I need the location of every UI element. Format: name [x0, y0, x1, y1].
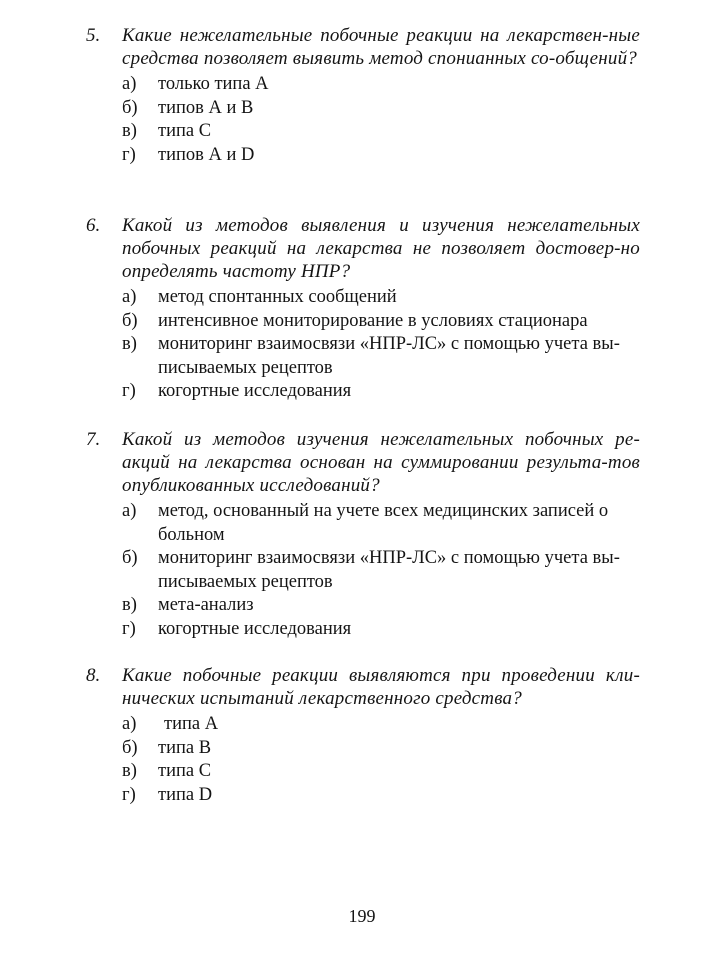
answer-option-b: [86, 737, 640, 761]
answer-option-b: [86, 547, 640, 594]
question-text: Какой из методов выявления и изучения нежелательных побочных реакций на лекарства не позволяет достовер-но определять частоту НПР?: [122, 215, 640, 282]
answer-option-a: [86, 73, 640, 97]
answer-option-a: [86, 500, 640, 547]
option-text: типа В: [158, 737, 212, 758]
option-text: типа А: [164, 714, 219, 734]
option-letter: б): [122, 548, 138, 568]
option-letter: в): [122, 595, 137, 615]
answer-option-a: [86, 286, 640, 310]
option-letter: а): [122, 501, 137, 521]
option-letter: г): [122, 784, 136, 805]
question-text: Какие побочные реакции выявляются при проведении кли-нических испытаний лекарственного средства?: [122, 665, 640, 709]
answer-option-c: [86, 594, 640, 618]
answer-options: [86, 73, 646, 167]
question-number: 6.: [86, 215, 101, 236]
answer-option-b: [86, 97, 640, 121]
option-text: интенсивное мониторирование в условиях стационара: [158, 310, 588, 331]
answer-option-c: [86, 333, 640, 380]
option-letter: а): [122, 74, 137, 94]
answer-options: [86, 500, 646, 641]
option-text: когортные исследования: [158, 618, 352, 639]
option-letter: б): [122, 737, 138, 758]
answer-option-d: [86, 380, 640, 404]
option-letter: г): [122, 618, 136, 639]
answer-option-c: [86, 760, 640, 784]
option-letter: в): [122, 334, 137, 354]
question-7: [86, 428, 646, 641]
answer-options: [86, 713, 646, 807]
option-letter: г): [122, 381, 136, 401]
answer-option-b: [86, 310, 640, 334]
answer-option-a: [86, 713, 640, 737]
option-letter: в): [122, 121, 137, 141]
question-8: [86, 664, 646, 807]
question-6: [86, 214, 646, 404]
option-text: типа С: [158, 761, 212, 781]
question-text: Какой из методов изучения нежелательных побочных ре-акций на лекарства основан на суммировании результа-тов опубликованных исследований?: [122, 429, 640, 496]
option-text: метод, основанный на учете всех медицинских записей о больном: [158, 501, 609, 545]
option-text: типа С: [158, 121, 212, 141]
answer-options: [86, 286, 646, 404]
question-number: 8.: [86, 665, 101, 686]
option-text: типа D: [158, 784, 213, 805]
option-letter: а): [122, 714, 137, 734]
option-letter: б): [122, 97, 138, 118]
option-text: когортные исследования: [158, 381, 352, 401]
answer-option-d: [86, 144, 640, 168]
option-text: метод спонтанных сообщений: [158, 287, 397, 307]
question-number: 7.: [86, 429, 101, 450]
question-5: [86, 24, 646, 167]
option-letter: г): [122, 144, 136, 165]
answer-option-d: [86, 618, 640, 642]
option-letter: а): [122, 287, 137, 307]
option-text: мониторинг взаимосвязи «НПР-ЛС» с помощью учета вы-писываемых рецептов: [158, 334, 620, 378]
option-text: типов А и D: [158, 144, 255, 165]
page-number: 199: [348, 906, 376, 926]
option-letter: б): [122, 310, 138, 331]
answer-option-c: [86, 120, 640, 144]
option-text: мониторинг взаимосвязи «НПР-ЛС» с помощью учета вы-писываемых рецептов: [158, 548, 620, 592]
question-number: 5.: [86, 25, 101, 46]
option-text: мета-анализ: [158, 595, 254, 615]
option-text: типов А и В: [158, 97, 254, 118]
option-text: только типа А: [158, 74, 269, 94]
answer-option-d: [86, 784, 640, 808]
option-letter: в): [122, 761, 137, 781]
question-text: Какие нежелательные побочные реакции на лекарствен-ные средства позволяет выявить метод спонианных со-общений?: [122, 25, 640, 69]
